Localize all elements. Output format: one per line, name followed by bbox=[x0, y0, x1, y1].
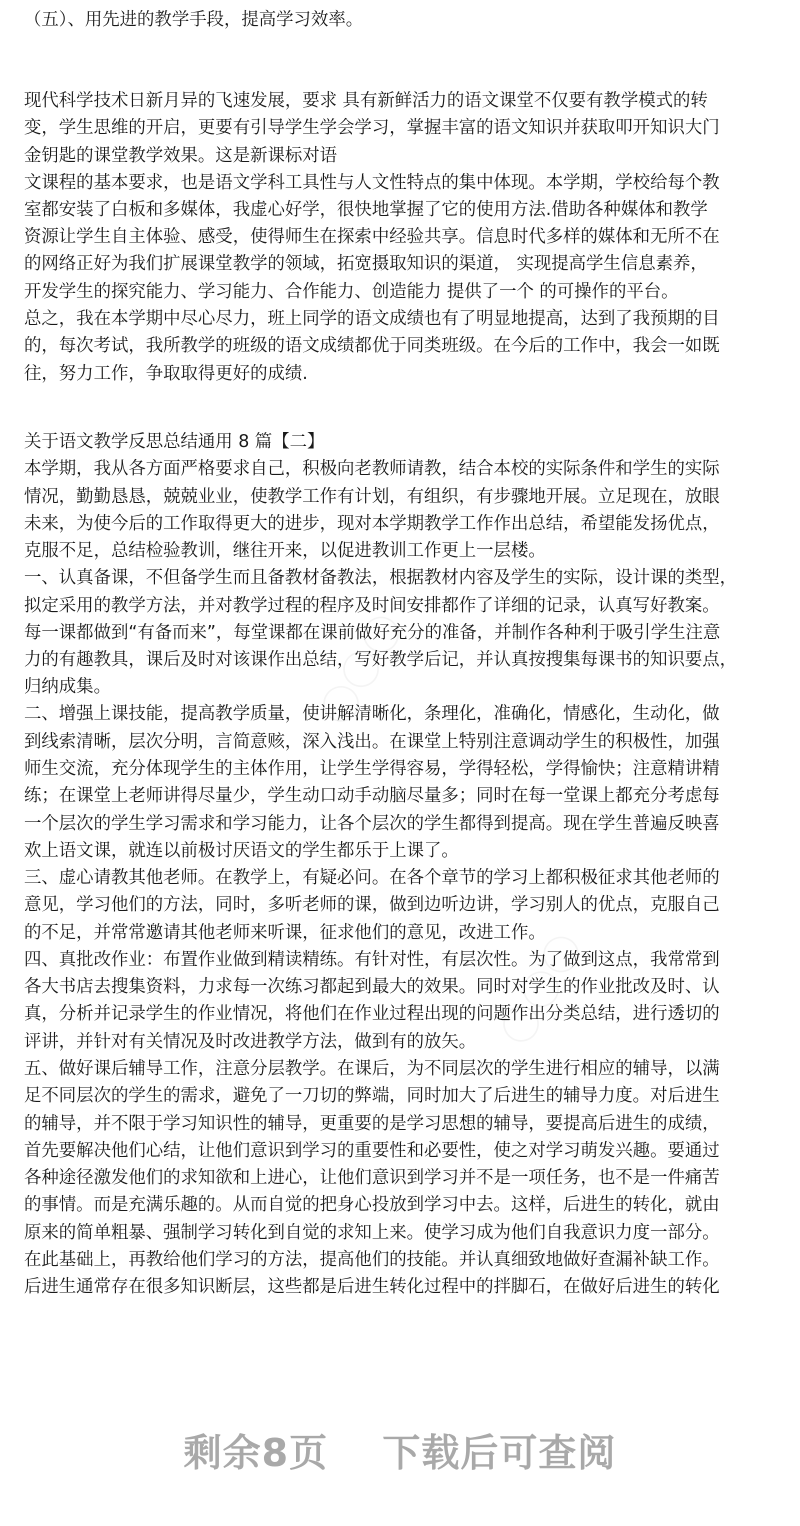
text-line: 足不同层次的学生的需求，避免了一刀切的弊端，同时加大了后进生的辅导力度。对后进生 bbox=[24, 1086, 720, 1106]
text-line: 的不足，并常常邀请其他老师来听课，征求他们的意见，改进工作。 bbox=[24, 923, 546, 943]
text-line: 文课程的基本要求，也是语文学科工具性与人文性特点的集中体现。本学期，学校给每个教 bbox=[24, 173, 720, 193]
text-line: 归纳成集。 bbox=[24, 677, 111, 697]
text-line: 的辅导，并不限于学习知识性的辅导，更重要的是学习思想的辅导，要提高后进生的成绩， bbox=[24, 1114, 720, 1134]
text-line: 练；在课堂上老师讲得尽量少，学生动口动手动脑尽量多；同时在每一堂课上都充分考虑每 bbox=[24, 786, 720, 806]
text-line: 评讲，并针对有关情况及时改进教学方法，做到有的放矢。 bbox=[24, 1032, 477, 1052]
text-line: 力的有趣教具，课后及时对该课作出总结，写好教学后记，并认真按搜集每课书的知识要点， bbox=[24, 650, 738, 670]
text-line: 原来的简单粗暴、强制学习转化到自觉的求知上来。使学习成为他们自我意识力度一部分。 bbox=[24, 1223, 720, 1243]
download-prompt-banner[interactable] bbox=[0, 1422, 800, 1477]
text-line: 一个层次的学生学习需求和学习能力，让各个层次的学生都得到提高。现在学生普遍反映喜 bbox=[24, 814, 720, 834]
text-line: 二、增强上课技能，提高教学质量，使讲解清晰化，条理化，准确化，情感化，生动化，做 bbox=[24, 704, 720, 724]
text-line: 各大书店去搜集资料，力求每一次练习都起到最大的效果。同时对学生的作业批改及时、认 bbox=[24, 977, 720, 997]
text-line: 情况，勤勤恳恳，兢兢业业，使教学工作有计划，有组织，有步骤地开展。立足现在，放眼 bbox=[24, 487, 720, 507]
text-line: 开发学生的探究能力、学习能力、合作能力、创造能力 提供了一个 的可操作的平台。 bbox=[24, 282, 679, 302]
text-line: 的，每次考试，我所教学的班级的语文成绩都优于同类班级。在今后的工作中，我会一如既 bbox=[24, 336, 720, 356]
text-line: 一、认真备课，不但备学生而且备教材备教法，根据教材内容及学生的实际，设计课的类型， bbox=[24, 568, 738, 588]
text-line: 的事情。而是充满乐趣的。从而自觉的把身心投放到学习中去。这样，后进生的转化，就由 bbox=[24, 1195, 720, 1215]
text-line: 克服不足，总结检验教训，继往开来，以促进教训工作更上一层楼。 bbox=[24, 541, 546, 561]
text-line: 各种途径激发他们的求知欲和上进心，让他们意识到学习并不是一项任务，也不是一件痛苦 bbox=[24, 1168, 720, 1188]
text-line: 三、虚心请教其他老师。在教学上，有疑必问。在各个章节的学习上都积极征求其他老师的 bbox=[24, 868, 720, 888]
article-heading: 关于语文教学反思总结通用 8 篇【二】 bbox=[24, 432, 325, 452]
text-line: 欢上语文课，就连以前极讨厌语文的学生都乐于上课了。 bbox=[24, 841, 459, 861]
text-line: 师生交流，充分体现学生的主体作用，让学生学得容易，学得轻松，学得愉快；注意精讲精 bbox=[24, 759, 720, 779]
text-line: 现代科学技术日新月异的飞速发展，要求 具有新鲜活力的语文课堂不仅要有教学模式的转 bbox=[24, 91, 708, 111]
text-line: 五、做好课后辅导工作，注意分层教学。在课后，为不同层次的学生进行相应的辅导，以满 bbox=[24, 1059, 720, 1079]
text-line: 往，努力工作，争取取得更好的成绩. bbox=[24, 364, 308, 384]
text-line: 每一课都做到“有备而来”，每堂课都在课前做好充分的准备，并制作各种利于吸引学生注意 bbox=[24, 623, 721, 643]
text-line: 在此基础上，再教给他们学习的方法，提高他们的技能。并认真细致地做好查漏补缺工作。 bbox=[24, 1250, 720, 1270]
text-line: 资源让学生自主体验、感受，使得师生在探索中经验共享。信息时代多样的媒体和无所不在 bbox=[24, 227, 720, 247]
text-line: 到线索清晰，层次分明，言简意赅，深入浅出。在课堂上特别注意调动学生的积极性，加强 bbox=[24, 732, 720, 752]
text-line: 拟定采用的教学方法，并对教学过程的程序及时间安排都作了详细的记录，认真写好教案。 bbox=[24, 596, 720, 616]
text-line: 意见，学习他们的方法，同时，多听老师的课，做到边听边讲，学习别人的优点，克服自己 bbox=[24, 895, 720, 915]
remaining-pages-label: 剩余8页 bbox=[183, 1431, 329, 1475]
text-line: 金钥匙的课堂教学效果。这是新课标对语 bbox=[24, 146, 338, 166]
text-line: 首先要解决他们心结，让他们意识到学习的重要性和必要性，使之对学习萌发兴趣。要通过 bbox=[24, 1141, 720, 1161]
section-title: （五）、用先进的教学手段，提高学习效率。 bbox=[24, 10, 364, 30]
text-line: 四、真批改作业：布置作业做到精读精练。有针对性，有层次性。为了做到这点，我常常到 bbox=[24, 950, 720, 970]
text-line: 变，学生思维的开启，更要有引导学生学会学习，掌握丰富的语文知识并获取叩开知识大门 bbox=[24, 118, 720, 138]
text-line: 本学期，我从各方面严格要求自己，积极向老教师请教，结合本校的实际条件和学生的实际 bbox=[24, 459, 720, 479]
text-line: 总之，我在本学期中尽心尽力，班上同学的语文成绩也有了明显地提高，达到了我预期的目 bbox=[24, 309, 720, 329]
text-line: 真，分析并记录学生的作业情况，将他们在作业过程出现的问题作出分类总结，进行透切的 bbox=[24, 1004, 720, 1024]
text-line: 未来，为使今后的工作取得更大的进步，现对本学期教学工作作出总结，希望能发扬优点， bbox=[24, 514, 720, 534]
text-line: 的网络正好为我们扩展课堂教学的领域，拓宽摄取知识的渠道， 实现提高学生信息素养， bbox=[24, 254, 708, 274]
text-line: 室都安装了白板和多媒体，我虚心好学，很快地掌握了它的使用方法.借助各种媒体和教学 bbox=[24, 200, 708, 220]
download-to-view-label[interactable]: 下载后可查阅 bbox=[382, 1431, 617, 1475]
text-line: 后进生通常存在很多知识断层，这些都是后进生转化过程中的拌脚石，在做好后进生的转化 bbox=[24, 1277, 720, 1297]
